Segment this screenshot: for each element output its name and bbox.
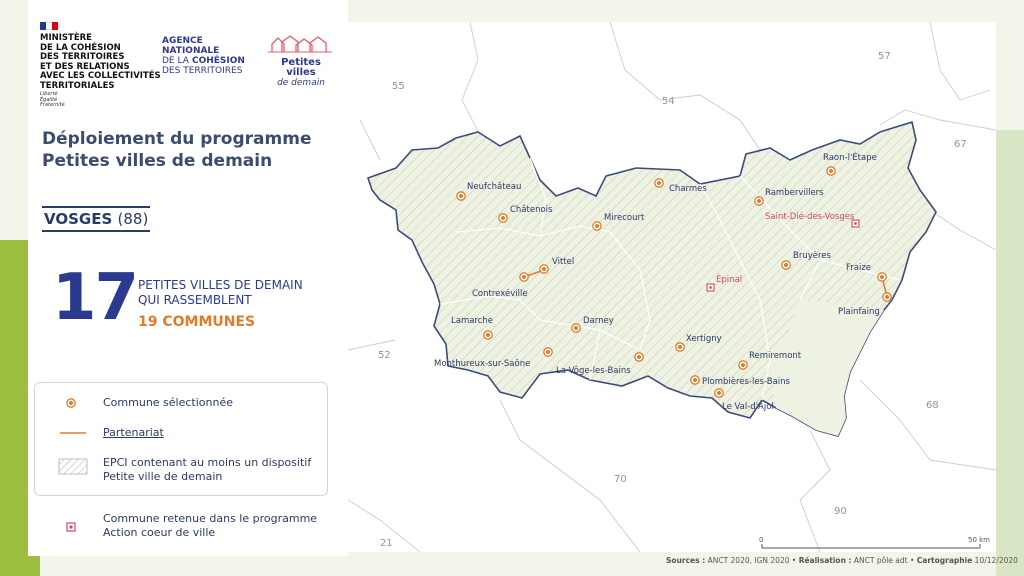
label-xertigny: Xertigny (686, 334, 722, 344)
commune-marker-core (522, 275, 526, 279)
commune-marker-core (657, 181, 661, 185)
commune-marker-core (693, 378, 697, 382)
label-darney: Darney (583, 316, 614, 326)
dept-70: 70 (614, 474, 627, 485)
republique-logo (40, 22, 58, 30)
label-charmes: Charmes (669, 184, 707, 194)
dept-57: 57 (878, 51, 891, 62)
commune-marker-core (637, 355, 641, 359)
dept-54: 54 (662, 96, 675, 107)
department-code: (88) (117, 210, 149, 228)
commune-marker-core (486, 333, 490, 337)
label-mirecourt: Mirecourt (604, 213, 645, 223)
label-monthureux: Monthureux-sur-Saône (434, 359, 531, 369)
label-epinal: Épinal (716, 275, 743, 285)
legend-acv: Commune retenue dans le programme Action coeur de ville (103, 512, 318, 539)
dept-21: 21 (380, 538, 393, 549)
dept-90: 90 (834, 506, 847, 517)
label-remiremont: Remiremont (749, 351, 802, 361)
commune-marker-core (880, 275, 884, 279)
label-bruyeres: Bruyères (793, 251, 831, 261)
acv-square-icon (60, 520, 90, 534)
anct-logo: AGENCE NATIONALE DE LA COHÉSION DES TERRITOIRES (162, 36, 245, 76)
partnership-line-icon (60, 426, 90, 440)
commune-marker-core (741, 363, 745, 367)
dept-55: 55 (392, 81, 405, 92)
dept-52: 52 (378, 350, 391, 361)
legend-epci: EPCI contenant au moins un dispositif Petite ville de demain (103, 456, 312, 483)
scale-zero: 0 (759, 536, 764, 544)
department-name: VOSGES (44, 210, 113, 228)
commune-marker-core (757, 199, 761, 203)
commune-marker-core (717, 391, 721, 395)
acv-marker-saint-die-core (854, 222, 856, 224)
petites-villes-logo: Petites villes de demain (266, 32, 336, 88)
epci-hatch-icon (58, 458, 90, 476)
legend-partnership: Partenariat (103, 426, 164, 439)
page-title: Déploiement du programme Petites villes de demain (42, 129, 312, 171)
label-saint-die: Saint-Dié-des-Vosges (765, 212, 855, 222)
department-heading (42, 206, 150, 232)
label-chatenois: Châtenois (510, 205, 553, 215)
label-raon-letape: Raon-l'Étape (823, 153, 877, 163)
commune-marker-core (574, 326, 578, 330)
acv-marker-epinal-core (709, 286, 711, 288)
commune-marker-core (829, 169, 833, 173)
pvd-count: 17 (52, 261, 138, 335)
dept-68: 68 (926, 400, 939, 411)
label-la-voge-les-bains: La Vôge-les-Bains (556, 366, 631, 376)
label-fraize: Fraize (846, 263, 872, 273)
commune-marker-core (542, 267, 546, 271)
scale-max: 50 km (968, 536, 991, 544)
scale-bar (759, 536, 990, 548)
vosges-map (348, 22, 996, 552)
map-panel (348, 22, 996, 552)
label-rambervillers: Rambervillers (765, 188, 824, 198)
french-flag-icon (40, 22, 58, 30)
label-vittel: Vittel (552, 257, 575, 267)
commune-marker-core (459, 194, 463, 198)
sources-credit: Sources : ANCT 2020, IGN 2020 • Réalisation : ANCT pôle adt • Cartographie 10/12/2020 (666, 556, 1018, 565)
commune-marker-core (885, 295, 889, 299)
decorative-green-corner (996, 130, 1024, 576)
commune-marker-core (678, 345, 682, 349)
commune-marker-core (546, 350, 550, 354)
ministry-name: MINISTÈRE DE LA COHÉSION DES TERRITOIRES ET DES RELATIONS AVEC LES COLLECTIVITÉS TERRITORIALES (40, 33, 161, 91)
label-le-val-dajol: Le Val-d'Ajol (722, 402, 774, 412)
pvd-count-label: PETITES VILLES DE DEMAIN QUI RASSEMBLENT (138, 278, 303, 307)
dept-67: 67 (954, 139, 967, 150)
republic-motto: Liberté Égalité Fraternité (40, 91, 65, 108)
commune-marker-core (501, 216, 505, 220)
vosges-department-shape (368, 122, 936, 436)
communes-count: 19 COMMUNES (138, 314, 256, 330)
label-neufchateau: Neufchâteau (467, 182, 522, 192)
label-plainfaing: Plainfaing (838, 307, 880, 317)
label-contrexeville: Contrexéville (472, 289, 528, 299)
town-roofs-icon (266, 32, 336, 54)
commune-marker-core (784, 263, 788, 267)
selected-commune-icon (60, 396, 90, 410)
legend-selected: Commune sélectionnée (103, 396, 233, 409)
label-plombieres: Plombières-les-Bains (702, 377, 790, 387)
commune-marker-core (595, 224, 599, 228)
label-lamarche: Lamarche (451, 316, 494, 326)
